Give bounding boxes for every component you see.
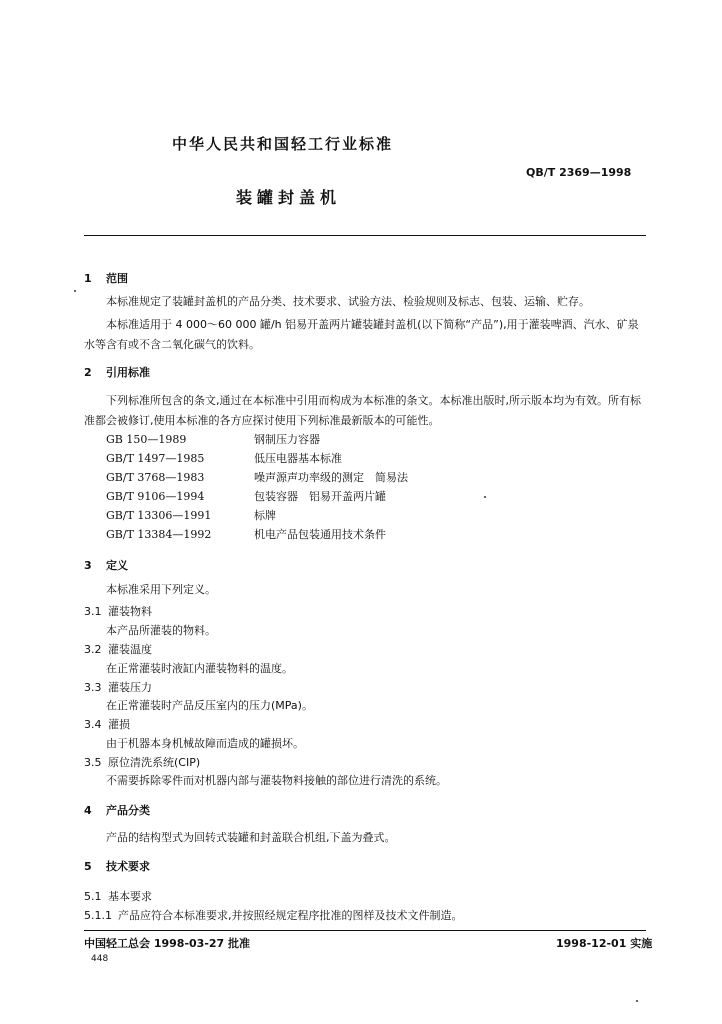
clause-number: 5.1.1 — [84, 909, 112, 922]
section-2-heading — [84, 364, 150, 380]
reference-title: 噪声源声功率级的测定 简易法 — [254, 471, 408, 484]
definition-3-5-term — [84, 754, 200, 770]
definition-number: 3.1 — [84, 605, 102, 618]
definition-3-4-text: 由于机器本身机械故障而造成的罐损坏。 — [106, 737, 304, 750]
section-4-heading — [84, 802, 150, 818]
section-5-heading — [84, 858, 150, 874]
definition-3-3-text: 在正常灌装时产品反压室内的压力(MPa)。 — [106, 699, 313, 712]
reference-code: GB/T 3768—1983 — [106, 471, 205, 484]
reference-item — [106, 469, 408, 485]
reference-title: 包装容器 铝易开盖两片罐 — [254, 490, 386, 503]
clause-text: 产品应符合本标准要求,并按照经规定程序批准的图样及技术文件制造。 — [118, 909, 463, 922]
scan-speck — [74, 290, 76, 292]
definition-3-2-text: 在正常灌装时液缸内灌装物料的温度。 — [106, 662, 293, 675]
definition-term: 原位清洗系统(CIP) — [108, 756, 201, 769]
definition-number: 3.5 — [84, 756, 102, 769]
reference-title: 钢制压力容器 — [254, 433, 320, 446]
section-3-intro: 本标准采用下列定义。 — [106, 583, 216, 596]
definition-number: 3.3 — [84, 681, 102, 694]
reference-item — [106, 431, 320, 447]
reference-code: GB 150—1989 — [106, 433, 187, 446]
section-title: 产品分类 — [106, 804, 150, 817]
reference-code: GB/T 13384—1992 — [106, 528, 212, 541]
definition-3-1-term — [84, 603, 152, 619]
footer-divider — [84, 930, 646, 931]
reference-code: GB/T 1497—1985 — [106, 452, 205, 465]
definition-number: 3.2 — [84, 643, 102, 656]
section-number: 5 — [84, 860, 92, 873]
section-3-heading — [84, 557, 128, 573]
reference-title: 低压电器基本标准 — [254, 452, 342, 465]
reference-code: GB/T 13306—1991 — [106, 509, 212, 522]
reference-item — [106, 526, 386, 542]
subsection-5-1 — [84, 888, 152, 904]
definition-term: 灌装压力 — [108, 681, 152, 694]
page-number: 448 — [91, 954, 109, 964]
definition-term: 灌装物料 — [108, 605, 152, 618]
section-1-heading — [84, 270, 128, 286]
section-title: 定义 — [106, 559, 128, 572]
subsection-number: 5.1 — [84, 890, 102, 903]
definition-3-4-term — [84, 716, 130, 732]
reference-item — [106, 488, 386, 504]
clause-5-1-1 — [84, 907, 463, 923]
scan-speck — [636, 1000, 638, 1002]
reference-item — [106, 507, 276, 523]
subsection-title: 基本要求 — [108, 890, 152, 903]
section-number: 1 — [84, 272, 92, 285]
issuer-title: 中华人民共和国轻工行业标准 — [172, 135, 394, 153]
standard-number: QB/T 2369—1998 — [526, 166, 632, 179]
section-2-intro: 下列标准所包含的条文,通过在本标准中引用而构成为本标准的条文。本标准出版时,所示版本均为有效。所有标准都会被修订,使用本标准的各方应探讨使用下列标准最新版本的可能性。 — [84, 394, 641, 427]
scan-speck — [484, 496, 486, 498]
definition-3-2-term — [84, 641, 152, 657]
section-number: 2 — [84, 366, 92, 379]
effective-date: 1998-12-01 实施 — [556, 937, 653, 950]
document-title: 装罐封盖机 — [236, 188, 342, 207]
definition-number: 3.4 — [84, 718, 102, 731]
reference-title: 机电产品包装通用技术条件 — [254, 528, 386, 541]
header-divider — [84, 235, 646, 236]
definition-3-1-text: 本产品所灌装的物料。 — [106, 624, 216, 637]
reference-code: GB/T 9106—1994 — [106, 490, 205, 503]
section-title: 范围 — [106, 272, 128, 285]
section-title: 引用标准 — [106, 366, 150, 379]
section-1-para-2: 本标准适用于 4 000～60 000 罐/h 铝易开盖两片罐装罐封盖机(以下简称“产品”),用于灌装啤酒、汽水、矿泉水等含有或不含二氧化碳气的饮料。 — [84, 318, 639, 351]
section-title: 技术要求 — [106, 860, 150, 873]
definition-3-5-text: 不需要拆除零件而对机器内部与灌装物料接触的部位进行清洗的系统。 — [106, 774, 447, 787]
definition-3-3-term — [84, 679, 152, 695]
reference-item — [106, 450, 342, 466]
reference-title: 标牌 — [254, 509, 276, 522]
section-number: 3 — [84, 559, 92, 572]
section-1-para-1: 本标准规定了装罐封盖机的产品分类、技术要求、试验方法、检验规则及标志、包装、运输、贮存。 — [106, 295, 590, 308]
section-4-text: 产品的结构型式为回转式装罐和封盖联合机组,下盖为叠式。 — [106, 831, 396, 844]
definition-term: 灌损 — [108, 718, 130, 731]
section-number: 4 — [84, 804, 92, 817]
definition-term: 灌装温度 — [108, 643, 152, 656]
approval-line: 中国轻工总会 1998-03-27 批准 — [84, 937, 251, 950]
